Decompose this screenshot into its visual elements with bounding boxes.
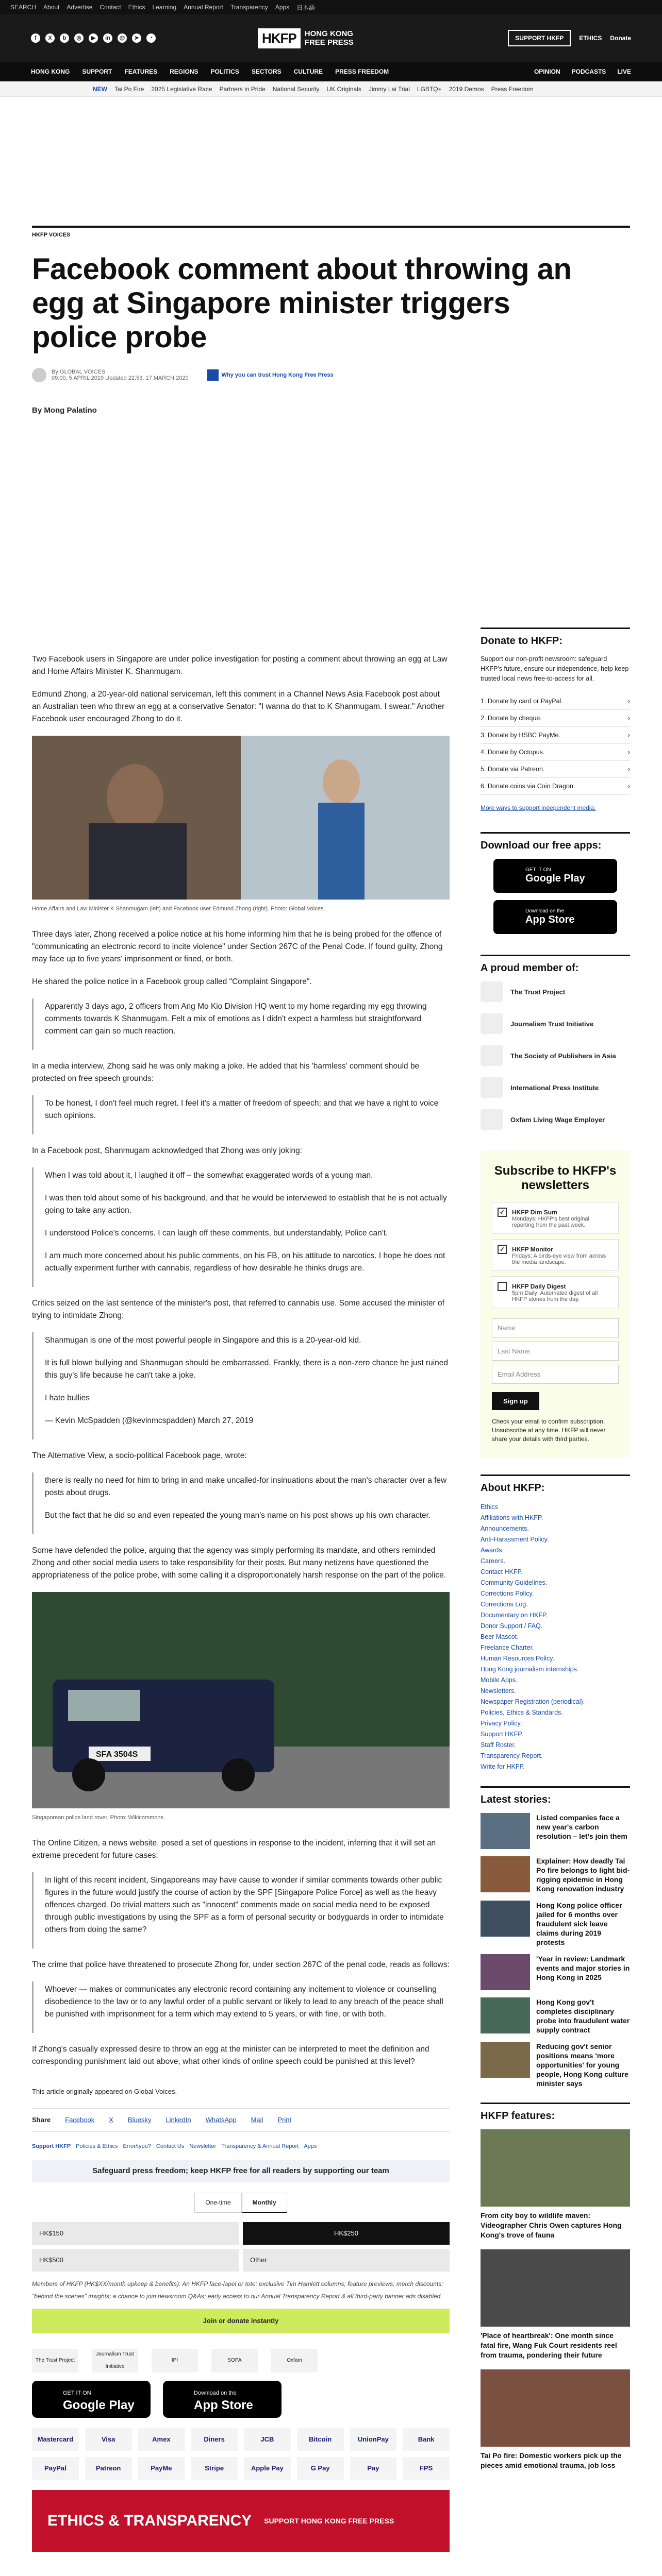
sopa-logo[interactable]: SOPA xyxy=(211,2349,258,2372)
sidebar xyxy=(481,628,630,2480)
photo-placeholder-icon xyxy=(32,1592,450,1808)
about-link[interactable]: Newspaper Registration (periodical). xyxy=(481,1698,585,1705)
signup-button[interactable]: Sign up xyxy=(492,1392,539,1410)
paragraph: If Zhong's casually expressed desire to throw an egg at the minister can be interpreted to meet the definition and corresponding punishment laid out above, what other kinds of online speech could be punished at this level? xyxy=(32,2045,429,2066)
about-link[interactable]: Human Resources Policy. xyxy=(481,1654,554,1662)
story-thumbnail[interactable] xyxy=(481,1954,530,1990)
chevron-right-icon: › xyxy=(627,732,630,739)
about-link[interactable]: Ethics xyxy=(481,1503,499,1511)
paragraph: Three days later, Zhong received a police notice at his home informing him that he is being probed for the offence of "communicating an electronic record to incite violence" under Section 267C of the Penal Code. If found guilty, Zhong may face up to five years' imprisonment or fined, or both. xyxy=(32,930,443,963)
donate-headline: Safeguard press freedom; keep HKFP free for all readers by supporting our team xyxy=(32,2160,450,2182)
freq-one-time[interactable]: One-time xyxy=(194,2193,241,2213)
member-logo[interactable]: Oxfam Living Wage Employer xyxy=(481,1109,630,1130)
paragraph: The crime that police have threatened to prosecute Zhong for, under section 267C of the penal code, reads as follows: xyxy=(32,1960,450,1969)
ticker-item[interactable]: 2025 Legislative Race xyxy=(151,85,212,93)
policies-link[interactable]: Policies & Ethics xyxy=(76,2143,118,2149)
newsletter-link[interactable]: Newsletter xyxy=(189,2143,217,2149)
story-thumbnail[interactable] xyxy=(481,1813,530,1849)
latest-story[interactable] xyxy=(481,1997,630,2035)
nav-sectors[interactable]: SECTORS xyxy=(251,68,282,75)
error-link[interactable]: Error/typo? xyxy=(123,2143,151,2149)
advertise-link[interactable]: Advertise xyxy=(67,4,93,11)
story-headline[interactable]: Reducing gov't senior positions means 'more opportunities' for young people, Hong Kong culture minister says xyxy=(536,2042,628,2088)
checkbox-checked-icon: ✓ xyxy=(498,1245,507,1254)
donation-amounts xyxy=(32,2222,450,2272)
google-play-badge[interactable]: GET IT ON Google Play xyxy=(493,859,617,893)
latest-stories xyxy=(481,1813,630,2088)
ipi-icon xyxy=(481,1077,503,1098)
origin-note: This article originally appeared on Global Voices. xyxy=(32,2088,177,2095)
feature-stories xyxy=(481,2129,630,2470)
payme-icon: PayMe xyxy=(138,2457,185,2480)
feature-image[interactable] xyxy=(481,2129,630,2207)
latest-story[interactable] xyxy=(481,1856,630,1893)
article-image-shanmugam-zhong xyxy=(32,736,450,900)
about-link[interactable]: Support HKFP. xyxy=(481,1730,523,1738)
paragraph: He shared the police notice in a Facebook group called "Complaint Singapore". xyxy=(32,977,312,986)
quote-text: there is really no need for him to bring in and make uncalled-for insinuations about the man's character over a few posts about drugs. xyxy=(45,1476,447,1497)
amount-option-selected[interactable]: HK$250 xyxy=(243,2222,450,2245)
telegram-icon[interactable]: ➤ xyxy=(132,33,141,43)
ticker-item[interactable]: UK Originals xyxy=(326,85,361,93)
amex-icon: Amex xyxy=(138,2428,185,2451)
newsletter-option[interactable]: ✓ HKFP Monitor Fridays: A birds-eye view from across the media landscape. xyxy=(492,1239,619,1271)
quote xyxy=(32,1981,450,2033)
nav-right xyxy=(534,68,631,75)
paragraph: In a media interview, Zhong said he was only making a joke. He added that his 'harmless' comment should be protected on free speech grounds: xyxy=(32,1062,420,1083)
nav-culture[interactable]: CULTURE xyxy=(293,68,323,75)
quote-text: I understood Police's concerns. I can laugh off these comments, but understandably, Police can't. xyxy=(45,1229,388,1238)
about-link[interactable]: Corrections Log. xyxy=(481,1600,528,1608)
about-link[interactable]: Careers. xyxy=(481,1557,505,1565)
quote xyxy=(32,1872,450,1948)
feature-story[interactable] xyxy=(481,2249,630,2360)
tweet-embed xyxy=(32,1332,450,1439)
chevron-right-icon: › xyxy=(627,715,630,722)
pay-icon: Pay xyxy=(350,2457,397,2480)
paragraph: Some have defended the police, arguing that the agency was simply performing its mandate, and others reminded Zhong and other social media users to take responsibility for their posts. But many netizens have questioned the appropriateness of the police probe, with some calling it a disproportionately harsh response on the part of the police. xyxy=(32,1546,446,1580)
feature-story[interactable] xyxy=(481,2129,630,2240)
amount-option[interactable]: HK$500 xyxy=(32,2249,239,2272)
quote xyxy=(32,1167,450,1287)
quote-text: Whoever — makes or communicates any electronic record containing any incitement to violence or counselling disobedience to the law or to any lawful order of a public servant or likely to lead to any breach of the peace shall be punished with imprisonment for a term which may extend to 5 years, or with fine, or with both. xyxy=(45,1985,443,2019)
linkedin-icon[interactable]: in xyxy=(103,33,112,43)
story-headline[interactable]: Hong Kong gov't completes disciplinary probe into fraudulent water supply contract xyxy=(536,1998,630,2034)
main-nav xyxy=(0,62,662,81)
share-whatsapp[interactable]: WhatsApp xyxy=(205,2116,237,2124)
about-link[interactable]: Affiliations with HKFP. xyxy=(481,1514,543,1521)
unionpay-icon: UnionPay xyxy=(350,2428,397,2451)
story-headline[interactable]: Explainer: How deadly Tai Po fire belongs to light bid-rigging epidemic in Hong Kong renovation industry xyxy=(536,1857,630,1893)
ticker-item[interactable]: Tai Po Fire xyxy=(114,85,144,93)
paragraph: The Online Citizen, a news website, posed a set of questions in response to the incident, inferring that it will set an extreme precedent for future cases: xyxy=(32,1839,436,1860)
about-link[interactable]: About xyxy=(43,4,60,11)
ticker-item[interactable]: Press Freedom xyxy=(491,85,534,93)
top-utility-bar xyxy=(0,0,662,14)
author-avatar xyxy=(32,368,46,382)
trust-link[interactable] xyxy=(207,369,334,381)
donate-widget xyxy=(481,628,630,811)
feature-headline[interactable]: 'Place of heartbreak': One month since fatal fire, Wang Fuk Court residents reel from trauma, pondering their future xyxy=(481,2331,617,2359)
trust-project-icon xyxy=(481,981,503,1002)
about-link[interactable]: Contact HKFP. xyxy=(481,1568,523,1575)
learning-link[interactable]: Learning xyxy=(152,4,177,11)
email-input[interactable]: Email Address xyxy=(492,1365,619,1384)
quote xyxy=(32,1472,450,1534)
apple-pay-icon: Apple Pay xyxy=(244,2457,291,2480)
jcb-icon: JCB xyxy=(244,2428,291,2451)
nav-politics[interactable]: POLITICS xyxy=(210,68,239,75)
membership-widget xyxy=(481,955,630,1130)
about-link[interactable]: Documentary on HKFP. xyxy=(481,1611,548,1619)
freq-monthly[interactable]: Monthly xyxy=(242,2193,287,2213)
donate-option[interactable]: 5. Donate via Patreon. › xyxy=(481,761,630,778)
about-links xyxy=(481,1501,630,1772)
japanese-link[interactable]: 日本語 xyxy=(296,4,316,11)
search-link[interactable]: SEARCH xyxy=(10,4,37,11)
latest-story[interactable] xyxy=(481,2042,630,2088)
story-headline[interactable]: Hong Kong police officer jailed for 6 months over fraudulent sick leave claims during 2019 protests xyxy=(536,1901,622,1946)
nav-opinion[interactable]: OPINION xyxy=(534,68,560,75)
article-image-police-vehicle xyxy=(32,1592,450,1808)
about-link[interactable]: Freelance Charter. xyxy=(481,1643,534,1651)
quote-text: When I was told about it, I laughed it off – the somewhat exaggerated words of a young man. xyxy=(45,1171,373,1180)
jti-logo[interactable]: Journalism Trust Initiative xyxy=(92,2349,138,2372)
logo-text: HONG KONG FREE PRESS xyxy=(304,29,354,47)
newsletter-widget xyxy=(481,1150,630,1457)
checkbox-checked-icon: ✓ xyxy=(498,1208,507,1217)
chevron-right-icon: › xyxy=(627,698,630,705)
apps-link[interactable]: Apps xyxy=(275,4,290,11)
trust-badge-icon xyxy=(207,369,219,381)
paypal-icon: PayPal xyxy=(32,2457,79,2480)
support-hkfp-link[interactable]: Support HKFP xyxy=(32,2143,71,2149)
payment-methods xyxy=(32,2428,450,2480)
join-donate-button[interactable]: Join or donate instantly xyxy=(32,2309,450,2333)
about-link[interactable]: Policies, Ethics & Standards. xyxy=(481,1708,563,1716)
oxfam-icon xyxy=(481,1109,503,1130)
topic-ticker xyxy=(0,81,662,97)
share-print[interactable]: Print xyxy=(277,2116,292,2124)
first-name-input[interactable]: Name xyxy=(492,1318,619,1337)
article-kicker[interactable]: HKFP VOICES xyxy=(32,232,71,238)
rss-icon[interactable]: ◔ xyxy=(146,33,156,43)
photo-placeholder-icon xyxy=(32,736,450,900)
nav-podcasts[interactable]: PODCASTS xyxy=(571,68,606,75)
member-logo[interactable]: The Society of Publishers in Asia xyxy=(481,1045,630,1066)
feature-image[interactable] xyxy=(481,2249,630,2327)
quote-text: I hate bullies xyxy=(45,1394,90,1402)
about-link[interactable]: Privacy Policy. xyxy=(481,1719,522,1727)
app-store-badge[interactable]: Download on the App Store xyxy=(493,900,617,934)
paragraph: Edmund Zhong, a 20-year-old national serviceman, left this comment in a Channel News Asia Facebook post about an Australian teen who threw an egg at a conservative Senator: "I wanna do that to K Shanmugam. I swear." Another Facebook user encouraged Zhong to do it. xyxy=(32,690,445,723)
donate-option[interactable]: 3. Donate by HSBC PayMe. › xyxy=(481,727,630,744)
about-link[interactable]: Newsletters. xyxy=(481,1687,516,1694)
about-link[interactable]: Anti-Harassment Policy. xyxy=(481,1535,549,1543)
nav-hong-kong[interactable]: HONG KONG xyxy=(31,68,70,75)
paragraph: Two Facebook users in Singapore are under police investigation for posting a comment about throwing an egg at Law and Home Affairs Minister K. Shanmugam. xyxy=(32,655,448,676)
share-bar xyxy=(32,2108,450,2132)
about-link[interactable]: Staff Roster. xyxy=(481,1741,516,1749)
social-icons xyxy=(31,33,227,43)
byline-dates: 09:00, 5 APRIL 2019 Updated 22:53, 17 MARCH 2020 xyxy=(52,375,189,381)
nav-regions[interactable]: REGIONS xyxy=(170,68,198,75)
share-mail[interactable]: Mail xyxy=(251,2116,263,2124)
partner-logos xyxy=(32,2349,450,2372)
jti-icon xyxy=(481,1013,503,1034)
quote-text: But the fact that he did so and even repeated the young man's name on his post shows up his own character. xyxy=(45,1511,431,1520)
quote-text: It is full blown bullying and Shanmugan should be embarrassed. Frankly, there is a non-zero chance he just ruined this guy's life because he can't take a joke. xyxy=(45,1359,449,1380)
about-link[interactable]: Beer Mascot. xyxy=(481,1633,519,1640)
logo-mark: HKFP xyxy=(258,28,301,48)
latest-story[interactable] xyxy=(481,1813,630,1849)
masthead-actions xyxy=(508,30,631,46)
about-link[interactable]: Corrections Policy. xyxy=(481,1589,534,1597)
newsletter-option[interactable]: ✓ HKFP Dim Sum Mondays: HKFP's best original reporting from the past week. xyxy=(492,1202,619,1234)
patreon-icon: Patreon xyxy=(85,2457,132,2480)
ipi-logo[interactable]: IPI xyxy=(152,2349,198,2372)
subscribe-note: Check your email to confirm subscription. Unsubscribe at any time. HKFP will never share your details with third parties. xyxy=(492,1418,606,1443)
apps-link[interactable]: Apps xyxy=(304,2143,317,2149)
fps-icon: FPS xyxy=(403,2457,450,2480)
donate-link[interactable]: Donate xyxy=(610,35,631,42)
threads-icon[interactable]: @ xyxy=(118,33,127,43)
facebook-icon[interactable]: f xyxy=(31,33,40,43)
bluesky-icon[interactable]: b xyxy=(60,33,69,43)
donate-option[interactable]: 6. Donate coins via Coin Dragon. › xyxy=(481,778,630,795)
feature-headline[interactable]: Tai Po fire: Domestic workers pick up the pieces amid emotional trauma, job loss xyxy=(481,2451,622,2469)
newsletter-option[interactable]: HKFP Daily Digest 5pm Daily: Automated digest of all HKFP stories from the day. xyxy=(492,1276,619,1308)
quote-text: I was then told about some of his background, and that he would be interviewed to establish that he is not actually going to take any action. xyxy=(45,1194,447,1215)
member-logo[interactable]: The Trust Project xyxy=(481,981,630,1002)
about-link[interactable]: Mobile Apps. xyxy=(481,1676,518,1684)
member-title: A proud member of: xyxy=(481,962,579,974)
membership-note: Members of HKFP (HK$XX/month upkeep & benefits): An HKFP face-lapel or tote; exclusive Tim Hamlett columns; feature previews; merch discounts; "behind the scenes" insights; a chance to join newsroom Q&As; early access to our Annual Transparency Report & all third-party banner ads disabled. xyxy=(32,2280,443,2300)
chevron-right-icon: › xyxy=(627,783,630,790)
annual-report-link[interactable]: Annual Report xyxy=(184,4,223,11)
support-hkfp-button[interactable]: SUPPORT HKFP xyxy=(508,30,571,46)
donate-options xyxy=(481,693,630,795)
nav-support[interactable]: SUPPORT xyxy=(82,68,112,75)
ethics-button[interactable]: ETHICS xyxy=(579,35,602,42)
ticker-item[interactable]: National Security xyxy=(272,85,320,93)
quote-text: I am much more concerned about his public comments, on his FB, on his attitude to narcotics. I hope he does not actually experiment further with cannabis, regardless of how desirable he thinks drugs are. xyxy=(45,1251,445,1273)
amount-option[interactable]: HK$150 xyxy=(32,2222,239,2245)
feature-headline[interactable]: From city boy to wildlife maven: Videographer Chris Owen captures Hong Kong's trove of fauna xyxy=(481,2211,622,2239)
about-title: About HKFP: xyxy=(481,1482,545,1494)
story-thumbnail[interactable] xyxy=(481,1856,530,1892)
donate-intro: Support our non-profit newsroom: safeguard HKFP's future, ensure our independence, help keep trusted local news free-to-access for all. xyxy=(481,655,629,682)
story-headline[interactable]: Listed companies face a new year's carbon resolution – let's join them xyxy=(536,1814,627,1840)
contact-us-link[interactable]: Contact Us xyxy=(156,2143,185,2149)
share-bluesky[interactable]: Bluesky xyxy=(127,2116,152,2124)
share-x[interactable]: X xyxy=(109,2116,113,2124)
tweet-author[interactable]: — Kevin McSpadden (@kevinmcspadden) March 27, 2019 xyxy=(45,1416,254,1425)
more-ways-link[interactable]: More ways to support independent media. xyxy=(481,804,596,811)
stripe-icon: Stripe xyxy=(191,2457,238,2480)
app-store-badges xyxy=(32,2381,450,2418)
about-link[interactable]: Hong Kong journalism internships. xyxy=(481,1665,579,1673)
story-thumbnail[interactable] xyxy=(481,1901,530,1937)
quote-text: Apparently 3 days ago, 2 officers from Ang Mo Kio Division HQ went to my home regarding my egg throwing comments towards K Shanmugam. Felt a mix of emotions as I didn't expect a harmless but straightforward comment can gain so much reaction. xyxy=(45,1002,427,1036)
quote-text: To be honest, I don't feel much regret. I feel it's a matter of freedom of speech; and that we have a right to voice such opinions. xyxy=(45,1099,439,1120)
support-links xyxy=(32,2140,450,2153)
donate-option[interactable]: 1. Donate by card or PayPal. › xyxy=(481,693,630,710)
latest-story[interactable] xyxy=(481,1954,630,1990)
last-name-input[interactable]: Last Name xyxy=(492,1342,619,1361)
license-plate: SFA 3504S xyxy=(96,1750,138,1759)
paragraph: Critics seized on the last sentence of the minister's post, that referred to cannabis use. Some accused the minister of trying to intimidate Zhong: xyxy=(32,1299,444,1320)
member-logo[interactable]: International Press Institute xyxy=(481,1077,630,1098)
ticker-label: NEW xyxy=(93,85,107,93)
features-title: HKFP features: xyxy=(481,2110,555,2122)
amount-other[interactable]: Other xyxy=(243,2249,450,2272)
article-body xyxy=(32,653,450,2552)
quote xyxy=(32,998,450,1050)
quote xyxy=(32,1095,450,1134)
hkfp-logo[interactable] xyxy=(258,28,354,48)
ticker-item[interactable]: Partners in Pride xyxy=(219,85,266,93)
mastercard-icon: Mastercard xyxy=(32,2428,79,2451)
frequency-toggle xyxy=(32,2193,450,2213)
about-link[interactable]: Announcements. xyxy=(481,1524,529,1532)
about-link[interactable]: Write for HKFP. xyxy=(481,1762,525,1770)
feature-story[interactable] xyxy=(481,2369,630,2470)
image-caption: Singaporean police land rover. Photo: Wikicommons. xyxy=(32,1815,166,1821)
ticker-item[interactable]: LGBTQ+ xyxy=(417,85,442,93)
apps-widget xyxy=(481,832,630,934)
byline-source[interactable]: By GLOBAL VOICES xyxy=(52,369,106,375)
google-play-badge[interactable]: GET IT ON Google Play xyxy=(32,2381,151,2418)
banner-title: ETHICS & TRANSPARENCY xyxy=(47,2512,252,2529)
google-pay-icon: G Pay xyxy=(297,2457,344,2480)
quote-text: In light of this recent incident, Singaporeans may have cause to wonder if similar comments towards other public figures in the future would justify the course of action by the SPF [Singapore Police Force] as well as the heavy offences charged. Do trivial matters such as "innocent" comments made on social media need to be exposed through public investigations by using the SPF as a form of personal security or bodyguards in order to intimidate others from doing the same? xyxy=(45,1876,444,1934)
article-title: Facebook comment about throwing an egg at Singapore minister triggers police probe xyxy=(32,252,572,354)
ethics-banner[interactable] xyxy=(32,2490,450,2552)
story-thumbnail[interactable] xyxy=(481,2042,530,2078)
byline xyxy=(32,368,630,382)
paragraph: The Alternative View, a socio-political Facebook page, wrote: xyxy=(32,1451,247,1460)
about-link[interactable]: Community Guidelines. xyxy=(481,1579,548,1586)
latest-story[interactable] xyxy=(481,1901,630,1947)
bank-icon: Bank xyxy=(403,2428,450,2451)
image-caption: Home Affairs and Law Minister K Shanmugam (left) and Facebook user Edmund Zhong (right). Photo: Global Voices. xyxy=(32,906,325,912)
story-headline[interactable]: 'Year in review: Landmark events and major stories in Hong Kong in 2025 xyxy=(536,1955,630,1981)
nav-features[interactable]: FEATURES xyxy=(124,68,158,75)
nav-press-freedom[interactable]: PRESS FREEDOM xyxy=(335,68,389,75)
share-label: Share xyxy=(32,2116,51,2124)
share-facebook[interactable]: Facebook xyxy=(65,2116,95,2124)
trust-project-logo[interactable]: The Trust Project xyxy=(32,2349,78,2372)
chevron-right-icon: › xyxy=(627,749,630,756)
ticker-item[interactable]: 2019 Demos xyxy=(449,85,484,93)
nav-live[interactable]: LIVE xyxy=(617,68,631,75)
x-icon[interactable]: X xyxy=(45,33,55,43)
subscribe-title: Subscribe to HKFP's newsletters xyxy=(494,1164,617,1192)
masthead xyxy=(0,14,662,62)
latest-widget xyxy=(481,1786,630,2088)
sopa-icon xyxy=(481,1045,503,1066)
donate-option[interactable]: 2. Donate by cheque. › xyxy=(481,710,630,727)
latest-title: Latest stories: xyxy=(481,1794,551,1805)
feature-image[interactable] xyxy=(481,2369,630,2447)
transparency-link[interactable]: Transparency & Annual Report xyxy=(221,2143,299,2149)
features-widget xyxy=(481,2103,630,2470)
bitcoin-icon: Bitcoin xyxy=(297,2428,344,2451)
header-rule xyxy=(32,226,630,228)
page-content xyxy=(32,226,630,2529)
chevron-right-icon: › xyxy=(627,766,630,773)
about-link[interactable]: Donor Support / FAQ. xyxy=(481,1622,543,1630)
banner-subtitle: SUPPORT HONG KONG FREE PRESS xyxy=(264,2517,394,2525)
paragraph: In a Facebook post, Shanmugam acknowledged that Zhong was only joking: xyxy=(32,1146,302,1155)
ticker-item[interactable]: Jimmy Lai Trial xyxy=(368,85,410,93)
ethics-link[interactable]: Ethics xyxy=(128,4,145,11)
diners-icon: Diners xyxy=(191,2428,238,2451)
share-linkedin[interactable]: LinkedIn xyxy=(166,2116,191,2124)
donate-option[interactable]: 4. Donate by Octopus. › xyxy=(481,744,630,761)
app-store-badge[interactable]: Download on the App Store xyxy=(163,2381,282,2418)
donate-title: Donate to HKFP: xyxy=(481,635,562,647)
contact-link[interactable]: Contact xyxy=(100,4,121,11)
story-thumbnail[interactable] xyxy=(481,1997,530,2033)
visa-icon: Visa xyxy=(85,2428,132,2451)
apps-title: Download our free apps: xyxy=(481,840,602,851)
checkbox-icon xyxy=(498,1282,507,1291)
instagram-icon[interactable]: ◎ xyxy=(74,33,84,43)
about-link[interactable]: Awards. xyxy=(481,1546,504,1554)
trust-label: Why you can trust Hong Kong Free Press xyxy=(221,372,334,378)
member-logo[interactable]: Journalism Trust Initiative xyxy=(481,1013,630,1034)
youtube-icon[interactable]: ▶ xyxy=(89,33,98,43)
about-link[interactable]: Transparency Report. xyxy=(481,1752,543,1759)
quote-text: Shanmugan is one of the most powerful people in Singapore and this is a 20-year-old kid. xyxy=(45,1336,361,1345)
article-author[interactable]: By Mong Palatino xyxy=(32,406,97,415)
oxfam-logo[interactable]: Oxfam xyxy=(271,2349,318,2372)
transparency-link[interactable]: Transparency xyxy=(230,4,268,11)
about-widget xyxy=(481,1475,630,1772)
